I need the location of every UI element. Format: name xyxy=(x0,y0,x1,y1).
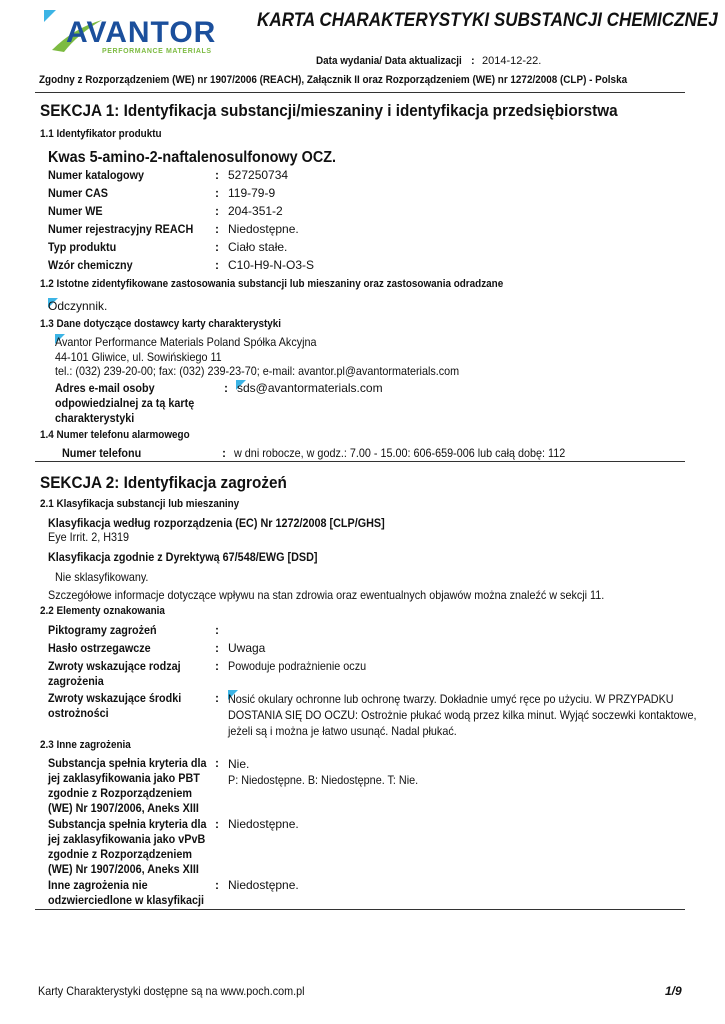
email-label-line-1: Adres e-mail osoby xyxy=(55,381,155,395)
type-colon: : xyxy=(215,240,219,254)
footer-note: Karty Charakterystyki dostępne są na www.poch.com.pl xyxy=(38,984,305,998)
pictograms-colon: : xyxy=(215,623,219,637)
formula-value: C10-H9-N-O3-S xyxy=(228,258,315,272)
supplier-address: 44-101 Gliwice, ul. Sowińskiego 11 xyxy=(55,350,222,364)
dsd-heading: Klasyfikacja zgodnie z Dyrektywą 67/548/EWG [DSD] xyxy=(48,550,318,564)
product-name: Kwas 5-amino-2-naftalenosulfonowy OCZ. xyxy=(48,149,337,166)
vpvb-label xyxy=(48,817,208,877)
we-colon: : xyxy=(215,204,219,218)
document-title: KARTA CHARAKTERYSTYKI SUBSTANCJI CHEMICZNEJ xyxy=(257,10,718,31)
identified-use: Odczynnik. xyxy=(48,299,108,313)
pbt-value-line-2: P: Niedostępne. B: Niedostępne. T: Nie. xyxy=(228,773,419,787)
pbt-value-line-1: Nie. xyxy=(228,757,250,771)
pbt-label-line-4: (WE) Nr 1907/2006, Aneks XIII xyxy=(48,801,199,815)
we-value: 204-351-2 xyxy=(228,204,283,218)
clp-heading: Klasyfikacja według rozporządzenia (EC) Nr 1272/2008 [CLP/GHS] xyxy=(48,516,385,530)
email-value: sds@avantormaterials.com xyxy=(237,381,383,395)
logo-subtitle: PERFORMANCE MATERIALS xyxy=(102,48,212,55)
issue-date-value: 2014-12-22. xyxy=(482,55,542,67)
header-divider xyxy=(35,92,685,93)
other-hazards-value: Niedostępne. xyxy=(228,878,299,892)
signal-value: Uwaga xyxy=(228,641,266,655)
dsd-value: Nie sklasyfikowany. xyxy=(55,570,149,584)
email-label-line-3: charakterystyki xyxy=(55,411,135,425)
precaution-line-2: DOSTANIA SIĘ DO OCZU: Ostrożnie płukać wodą przez kilka minut. Wyjąć soczewki kontaktowe, xyxy=(228,708,697,722)
vpvb-value: Niedostępne. xyxy=(228,817,299,831)
reach-label: Numer rejestracyjny REACH xyxy=(48,222,194,236)
catalog-colon: : xyxy=(215,168,219,182)
pbt-label-line-1: Substancja spełnia kryteria dla xyxy=(48,756,207,770)
catalog-label: Numer katalogowy xyxy=(48,168,145,182)
vpvb-label-line-4: (WE) Nr 1907/2006, Aneks XIII xyxy=(48,862,199,876)
hazard-label-line-2: zagrożenia xyxy=(48,674,104,688)
email-label xyxy=(55,381,210,426)
subsection-1-3: 1.3 Dane dotyczące dostawcy karty charakterystyki xyxy=(40,318,282,330)
formula-label: Wzór chemiczny xyxy=(48,258,133,272)
cas-label: Numer CAS xyxy=(48,186,109,200)
section-1-title: SEKCJA 1: Identyfikacja substancji/mieszaniny i identyfikacja przedsiębiorstwa xyxy=(40,101,618,120)
subsection-1-4: 1.4 Numer telefonu alarmowego xyxy=(40,429,190,441)
pbt-colon: : xyxy=(215,756,219,770)
hazard-colon: : xyxy=(215,659,219,673)
regulation-line: Zgodny z Rozporządzeniem (WE) nr 1907/2006 (REACH), Załącznik II oraz Rozporządzeniem (WE) nr 1272/2008 (CLP) - Polska xyxy=(39,74,628,86)
vpvb-label-line-2: jej zaklasyfikowania jako vPvB xyxy=(48,832,206,846)
vpvb-colon: : xyxy=(215,817,219,831)
type-label: Typ produktu xyxy=(48,240,117,254)
precaution-text xyxy=(228,691,725,739)
other-hazards-label xyxy=(48,878,208,908)
other-hazards-label-line-2: odzwierciedlone w klasyfikacji xyxy=(48,893,205,907)
type-value: Ciało stałe. xyxy=(228,240,288,254)
supplier-contact: tel.: (032) 239-20-00; fax: (032) 239-23-70; e-mail: avantor.pl@avantormaterials.com xyxy=(55,364,460,378)
signal-label: Hasło ostrzegawcze xyxy=(48,641,151,655)
pbt-label xyxy=(48,756,208,816)
pictograms-label: Piktogramy zagrożeń xyxy=(48,623,157,637)
phone-value: w dni robocze, w godz.: 7.00 - 15.00: 606-659-006 lub całą dobę: 112 xyxy=(234,446,566,460)
cas-colon: : xyxy=(215,186,219,200)
subsection-1-1: 1.1 Identyfikator produktu xyxy=(40,128,162,140)
vpvb-label-line-1: Substancja spełnia kryteria dla xyxy=(48,817,207,831)
issue-date-label: Data wydania/ Data aktualizacji xyxy=(316,55,462,67)
subsection-2-3: 2.3 Inne zagrożenia xyxy=(40,739,131,751)
logo-text: AVANTOR xyxy=(66,16,217,49)
pbt-label-line-3: zgodnie z Rozporządzeniem xyxy=(48,786,193,800)
supplier-name: Avantor Performance Materials Poland Spółka Akcyjna xyxy=(55,335,317,349)
precaution-label-line-1: Zwroty wskazujące środki xyxy=(48,691,182,705)
issue-date-colon: : xyxy=(471,55,475,67)
precaution-label xyxy=(48,691,208,721)
section-2-divider xyxy=(35,909,685,910)
email-label-line-2: odpowiedzialnej za tą kartę xyxy=(55,396,195,410)
logo xyxy=(44,8,244,58)
catalog-value: 527250734 xyxy=(228,168,289,182)
cas-value: 119-79-9 xyxy=(228,186,276,200)
other-hazards-colon: : xyxy=(215,878,219,892)
pbt-label-line-2: jej zaklasyfikowania jako PBT xyxy=(48,771,200,785)
phone-label: Numer telefonu xyxy=(62,446,142,460)
reach-colon: : xyxy=(215,222,219,236)
subsection-1-2: 1.2 Istotne zidentyfikowane zastosowania substancji lub mieszaniny oraz zastosowania odradzane xyxy=(40,278,504,290)
precaution-line-1: Nosić okulary ochronne lub ochronę twarzy. Dokładnie umyć ręce po użyciu. W PRZYPADKU xyxy=(228,692,674,706)
other-hazards-label-line-1: Inne zagrożenia nie xyxy=(48,878,148,892)
hazard-label-line-1: Zwroty wskazujące rodzaj xyxy=(48,659,181,673)
we-label: Numer WE xyxy=(48,204,103,218)
subsection-2-2: 2.2 Elementy oznakowania xyxy=(40,605,165,617)
pbt-value xyxy=(228,756,439,788)
email-colon: : xyxy=(224,381,228,395)
section-2-title: SEKCJA 2: Identyfikacja zagrożeń xyxy=(40,473,287,492)
signal-colon: : xyxy=(215,641,219,655)
page-number: 1/9 xyxy=(665,984,682,998)
clp-value: Eye Irrit. 2, H319 xyxy=(48,530,130,544)
phone-colon: : xyxy=(222,446,226,460)
health-note: Szczegółowe informacje dotyczące wpływu na stan zdrowia oraz ewentualnych objawów można znaleźć w sekcji 11. xyxy=(48,588,605,602)
precaution-line-3: jeżeli są i można je łatwo usunąć. Nadal płukać. xyxy=(228,724,457,738)
reach-value: Niedostępne. xyxy=(228,222,299,236)
precaution-label-line-2: ostrożności xyxy=(48,706,109,720)
formula-colon: : xyxy=(215,258,219,272)
subsection-2-1: 2.1 Klasyfikacja substancji lub mieszaniny xyxy=(40,498,240,510)
section-1-divider xyxy=(35,461,685,462)
hazard-label xyxy=(48,659,208,689)
precaution-colon: : xyxy=(215,691,219,705)
vpvb-label-line-3: zgodnie z Rozporządzeniem xyxy=(48,847,193,861)
hazard-value: Powoduje podrażnienie oczu xyxy=(228,659,367,673)
